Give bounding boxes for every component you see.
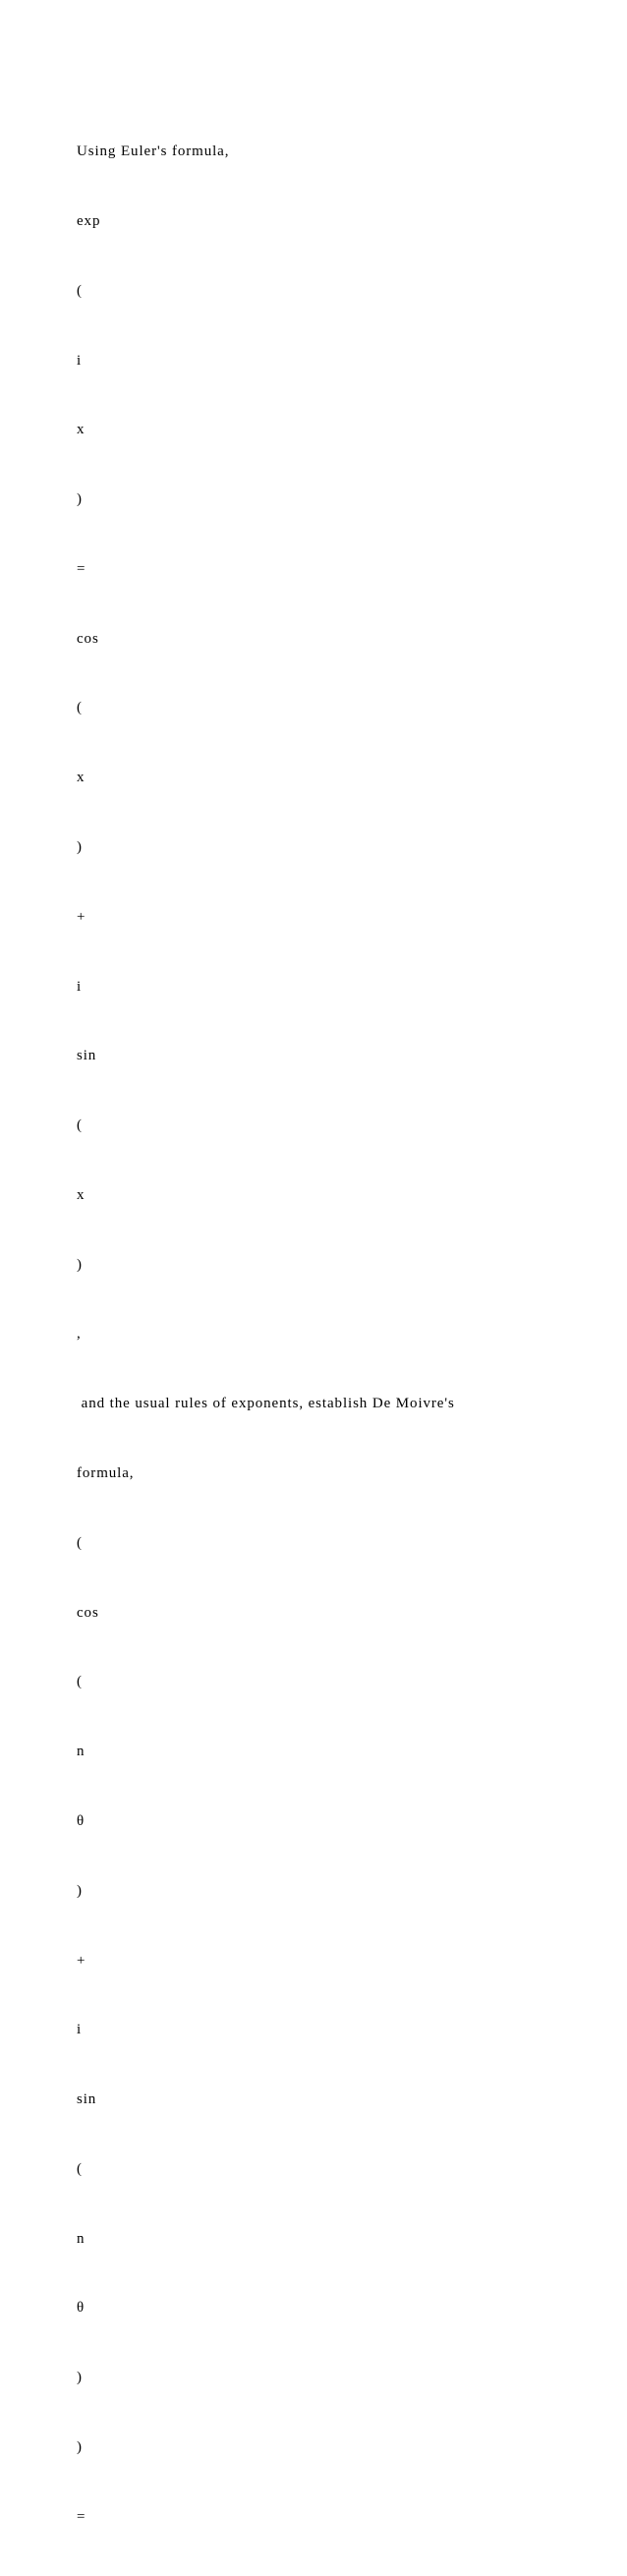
text-line: θ [77,2300,86,2317]
text-line: x [77,422,86,438]
text-line: ) [77,839,83,855]
text-line: ( [77,1674,83,1690]
text-line: ) [77,491,83,508]
text-line: cos [77,630,99,647]
text-line: ) [77,2438,83,2455]
text-line: ( [77,1534,83,1551]
text-line: i [77,352,83,369]
text-line: + [77,1952,86,1969]
text-line: ( [77,282,83,299]
text-line: n [77,1744,86,1760]
text-line: ) [77,2370,83,2386]
document-text [77,94,588,2576]
text-line: , [77,1326,82,1343]
text-line: i [77,2022,83,2038]
text-line: ( [77,1117,83,1134]
text-line: sin [77,1048,97,1064]
text-line: ) [77,1256,83,1273]
text-line: sin [77,2091,97,2108]
text-line: = [77,560,86,577]
text-line: and the usual rules of exponents, establish De Moivre's [77,1396,455,1412]
text-line: = [77,2508,86,2525]
text-line: ) [77,1882,83,1899]
text-line: ( [77,700,83,716]
text-line: + [77,908,86,925]
text-line: n [77,2230,86,2247]
text-line: i [77,978,83,995]
text-line: exp [77,212,101,229]
text-line: formula, [77,1465,135,1482]
text-line: Using Euler's formula, [77,143,230,160]
text-line: cos [77,1604,99,1621]
text-line: x [77,1186,86,1203]
text-line: ( [77,2160,83,2177]
text-line: θ [77,1812,86,1829]
text-line: x [77,770,86,786]
